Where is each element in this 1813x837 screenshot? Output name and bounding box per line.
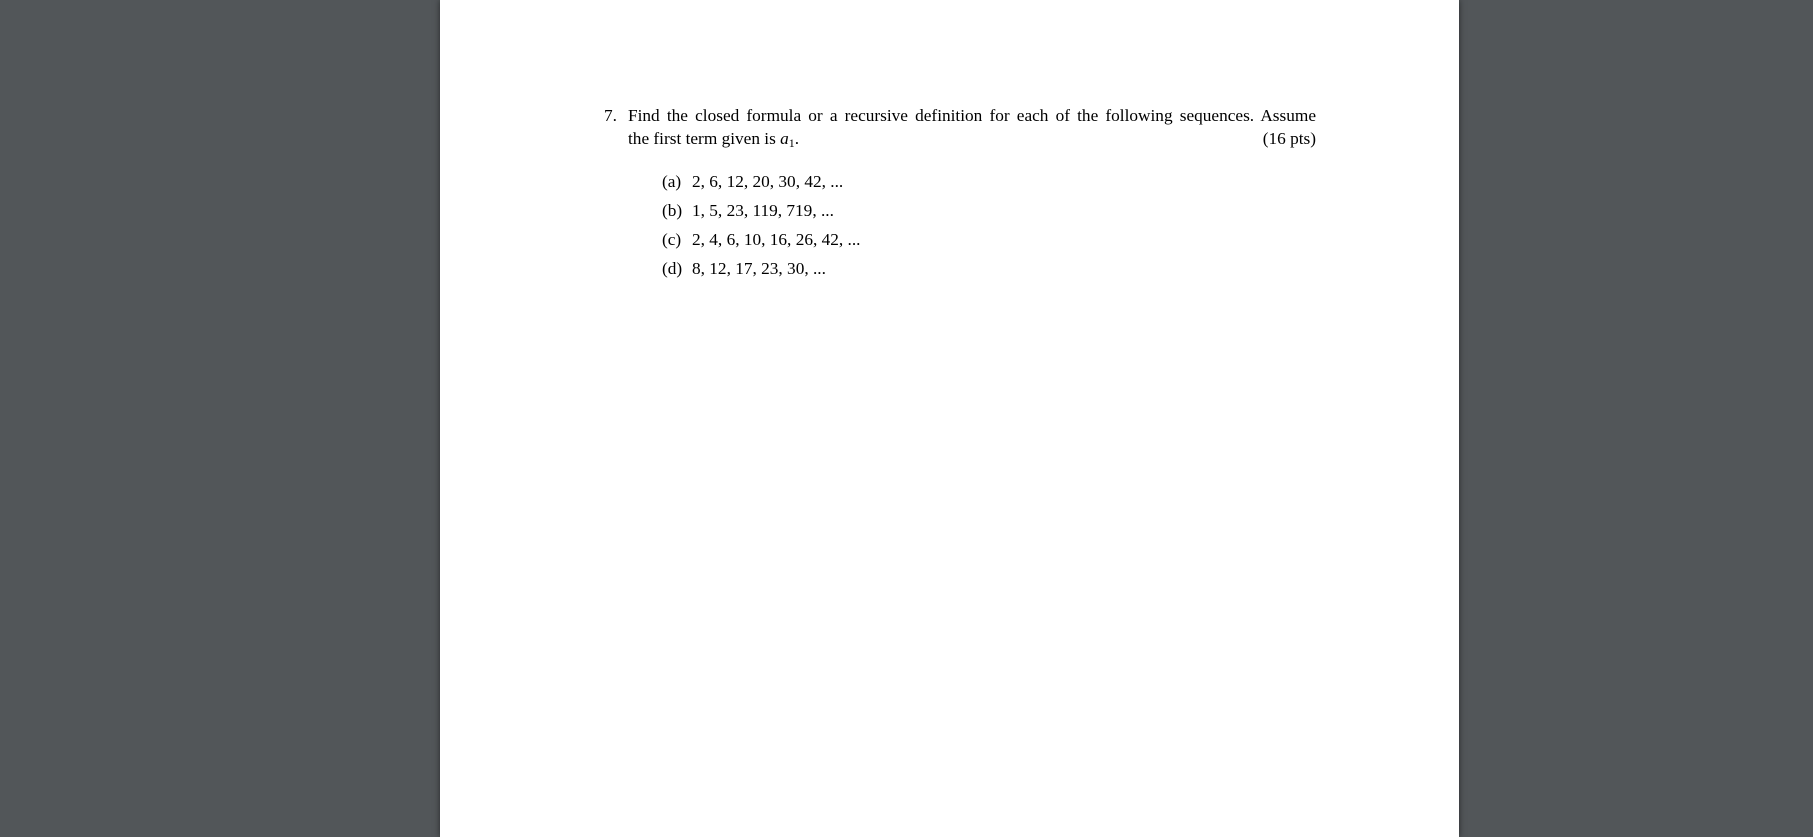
problem-7 xyxy=(604,104,1316,286)
math-subscript: 1 xyxy=(788,136,795,150)
first-term-text: the first term given is xyxy=(628,129,781,148)
part-c xyxy=(662,228,1316,257)
part-d xyxy=(662,257,1316,286)
part-a xyxy=(662,170,1316,199)
document-page xyxy=(440,0,1459,837)
problem-statement xyxy=(628,104,1316,286)
part-label: (a) xyxy=(662,172,682,191)
problem-text-line-1: Find the closed formula or a recursive definition for each of the following sequences. Assume xyxy=(628,106,1316,125)
sequence-parts-list xyxy=(662,170,1316,286)
part-sequence: 2, 4, 6, 10, 16, 26, 42, ... xyxy=(692,230,861,249)
part-label: (b) xyxy=(662,201,683,220)
problem-text-line-2 xyxy=(628,127,1316,155)
math-variable-a: a xyxy=(780,129,789,148)
part-label: (c) xyxy=(662,230,682,249)
points-label: (16 pts) xyxy=(1262,129,1316,148)
problem-number: 7. xyxy=(604,106,617,125)
part-sequence: 2, 6, 12, 20, 30, 42, ... xyxy=(692,172,844,191)
part-label: (d) xyxy=(662,259,683,278)
part-b xyxy=(662,199,1316,228)
period: . xyxy=(794,129,800,148)
first-term-note xyxy=(628,127,799,155)
part-sequence: 8, 12, 17, 23, 30, ... xyxy=(692,259,826,278)
part-sequence: 1, 5, 23, 119, 719, ... xyxy=(692,201,834,220)
